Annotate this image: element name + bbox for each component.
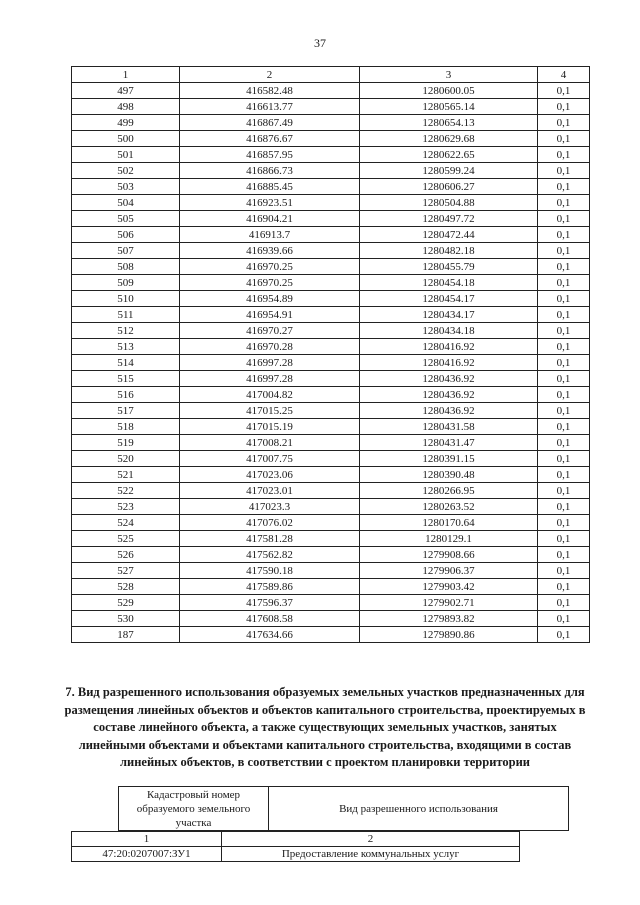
x-coordinate-cell: 416970.25 xyxy=(180,275,360,291)
cadastral-number-cell: 47:20:0207007:ЗУ1 xyxy=(72,847,222,862)
point-number-cell: 516 xyxy=(72,387,180,403)
y-coordinate-cell: 1280436.92 xyxy=(360,403,538,419)
y-coordinate-cell: 1280629.68 xyxy=(360,131,538,147)
table-row xyxy=(72,307,590,323)
accuracy-cell: 0,1 xyxy=(538,435,590,451)
point-number-cell: 506 xyxy=(72,227,180,243)
x-coordinate-cell: 417015.19 xyxy=(180,419,360,435)
table-row xyxy=(72,467,590,483)
accuracy-cell: 0,1 xyxy=(538,115,590,131)
point-number-cell: 525 xyxy=(72,531,180,547)
section-heading: 7. Вид разрешенного использования образуемых земельных участков предназначенных для размещения линейных объектов и объектов капитального строительства, проектируемых в составе линейного объекта, а также существующих земельных участков, занятых линейными объектами и объектами капитального строительства, входящими в состав линейных объектов, в соответствии с проектом планировки территории xyxy=(64,685,586,769)
point-number-cell: 510 xyxy=(72,291,180,307)
x-coordinate-cell: 416939.66 xyxy=(180,243,360,259)
y-coordinate-cell: 1280266.95 xyxy=(360,483,538,499)
x-coordinate-cell: 417076.02 xyxy=(180,515,360,531)
point-number-cell: 514 xyxy=(72,355,180,371)
x-coordinate-cell: 416857.95 xyxy=(180,147,360,163)
accuracy-cell: 0,1 xyxy=(538,403,590,419)
point-number-cell: 503 xyxy=(72,179,180,195)
accuracy-cell: 0,1 xyxy=(538,291,590,307)
x-coordinate-cell: 417007.75 xyxy=(180,451,360,467)
y-coordinate-cell: 1279903.42 xyxy=(360,579,538,595)
table-row xyxy=(72,531,590,547)
accuracy-cell: 0,1 xyxy=(538,131,590,147)
table-row xyxy=(72,131,590,147)
accuracy-cell: 0,1 xyxy=(538,467,590,483)
y-coordinate-cell: 1280654.13 xyxy=(360,115,538,131)
accuracy-cell: 0,1 xyxy=(538,307,590,323)
x-coordinate-cell: 417008.21 xyxy=(180,435,360,451)
point-number-cell: 507 xyxy=(72,243,180,259)
header-col-2: 2 xyxy=(180,67,360,83)
point-number-cell: 521 xyxy=(72,467,180,483)
header-permitted-use: Вид разрешенного использования xyxy=(269,787,569,831)
accuracy-cell: 0,1 xyxy=(538,579,590,595)
accuracy-cell: 0,1 xyxy=(538,387,590,403)
y-coordinate-cell: 1280416.92 xyxy=(360,355,538,371)
y-coordinate-cell: 1280431.47 xyxy=(360,435,538,451)
accuracy-cell: 0,1 xyxy=(538,483,590,499)
y-coordinate-cell: 1280434.18 xyxy=(360,323,538,339)
y-coordinate-cell: 1280504.88 xyxy=(360,195,538,211)
point-number-cell: 511 xyxy=(72,307,180,323)
y-coordinate-cell: 1279906.37 xyxy=(360,563,538,579)
x-coordinate-cell: 417608.58 xyxy=(180,611,360,627)
point-number-cell: 513 xyxy=(72,339,180,355)
x-coordinate-cell: 417589.86 xyxy=(180,579,360,595)
table-row xyxy=(72,419,590,435)
table-row xyxy=(72,291,590,307)
y-coordinate-cell: 1279902.71 xyxy=(360,595,538,611)
y-coordinate-cell: 1280263.52 xyxy=(360,499,538,515)
accuracy-cell: 0,1 xyxy=(538,547,590,563)
point-number-cell: 517 xyxy=(72,403,180,419)
table-row xyxy=(72,483,590,499)
x-coordinate-cell: 417562.82 xyxy=(180,547,360,563)
use-table-number-row xyxy=(72,832,520,847)
point-number-cell: 515 xyxy=(72,371,180,387)
accuracy-cell: 0,1 xyxy=(538,323,590,339)
point-number-cell: 500 xyxy=(72,131,180,147)
table-row xyxy=(72,195,590,211)
table-row xyxy=(72,595,590,611)
accuracy-cell: 0,1 xyxy=(538,531,590,547)
x-coordinate-cell: 416923.51 xyxy=(180,195,360,211)
table-row xyxy=(72,387,590,403)
point-number-cell: 530 xyxy=(72,611,180,627)
point-number-cell: 509 xyxy=(72,275,180,291)
table-header-row xyxy=(72,67,590,83)
table-row xyxy=(72,403,590,419)
table-row xyxy=(72,563,590,579)
table-row xyxy=(72,847,520,862)
point-number-cell: 505 xyxy=(72,211,180,227)
point-number-cell: 504 xyxy=(72,195,180,211)
point-number-cell: 526 xyxy=(72,547,180,563)
point-number-cell: 520 xyxy=(72,451,180,467)
point-number-cell: 528 xyxy=(72,579,180,595)
permitted-use-cell: Предоставление коммунальных услуг xyxy=(222,847,520,862)
point-number-cell: 522 xyxy=(72,483,180,499)
accuracy-cell: 0,1 xyxy=(538,451,590,467)
x-coordinate-cell: 416582.48 xyxy=(180,83,360,99)
table-row xyxy=(72,179,590,195)
y-coordinate-cell: 1280129.1 xyxy=(360,531,538,547)
table-row xyxy=(72,211,590,227)
y-coordinate-cell: 1280454.18 xyxy=(360,275,538,291)
table-row xyxy=(72,355,590,371)
accuracy-cell: 0,1 xyxy=(538,419,590,435)
header-col-1: 1 xyxy=(72,67,180,83)
x-coordinate-cell: 417015.25 xyxy=(180,403,360,419)
x-coordinate-cell: 417596.37 xyxy=(180,595,360,611)
accuracy-cell: 0,1 xyxy=(538,371,590,387)
y-coordinate-cell: 1280472.44 xyxy=(360,227,538,243)
x-coordinate-cell: 416954.89 xyxy=(180,291,360,307)
y-coordinate-cell: 1280599.24 xyxy=(360,163,538,179)
coordinates-table-body xyxy=(72,67,590,643)
use-table xyxy=(71,831,520,862)
y-coordinate-cell: 1280606.27 xyxy=(360,179,538,195)
use-table-header xyxy=(118,786,569,831)
x-coordinate-cell: 416970.27 xyxy=(180,323,360,339)
x-coordinate-cell: 416997.28 xyxy=(180,371,360,387)
x-coordinate-cell: 416904.21 xyxy=(180,211,360,227)
table-row xyxy=(72,339,590,355)
x-coordinate-cell: 416970.25 xyxy=(180,259,360,275)
x-coordinate-cell: 417004.82 xyxy=(180,387,360,403)
table-row xyxy=(72,227,590,243)
point-number-cell: 499 xyxy=(72,115,180,131)
accuracy-cell: 0,1 xyxy=(538,83,590,99)
y-coordinate-cell: 1279893.82 xyxy=(360,611,538,627)
y-coordinate-cell: 1280565.14 xyxy=(360,99,538,115)
table-row xyxy=(72,579,590,595)
x-coordinate-cell: 416867.49 xyxy=(180,115,360,131)
point-number-cell: 497 xyxy=(72,83,180,99)
x-coordinate-cell: 416866.73 xyxy=(180,163,360,179)
x-coordinate-cell: 416876.67 xyxy=(180,131,360,147)
page-number: 37 xyxy=(314,36,326,50)
accuracy-cell: 0,1 xyxy=(538,499,590,515)
accuracy-cell: 0,1 xyxy=(538,627,590,643)
x-coordinate-cell: 417023.3 xyxy=(180,499,360,515)
accuracy-cell: 0,1 xyxy=(538,259,590,275)
accuracy-cell: 0,1 xyxy=(538,163,590,179)
table-row xyxy=(72,611,590,627)
point-number-cell: 187 xyxy=(72,627,180,643)
point-number-cell: 518 xyxy=(72,419,180,435)
coordinates-table xyxy=(71,66,590,643)
x-coordinate-cell: 416954.91 xyxy=(180,307,360,323)
y-coordinate-cell: 1280391.15 xyxy=(360,451,538,467)
point-number-cell: 502 xyxy=(72,163,180,179)
accuracy-cell: 0,1 xyxy=(538,563,590,579)
accuracy-cell: 0,1 xyxy=(538,339,590,355)
use-num-col-1: 1 xyxy=(72,832,222,847)
accuracy-cell: 0,1 xyxy=(538,211,590,227)
accuracy-cell: 0,1 xyxy=(538,275,590,291)
y-coordinate-cell: 1280434.17 xyxy=(360,307,538,323)
y-coordinate-cell: 1280455.79 xyxy=(360,259,538,275)
accuracy-cell: 0,1 xyxy=(538,595,590,611)
point-number-cell: 501 xyxy=(72,147,180,163)
x-coordinate-cell: 416970.28 xyxy=(180,339,360,355)
x-coordinate-cell: 416913.7 xyxy=(180,227,360,243)
y-coordinate-cell: 1280436.92 xyxy=(360,387,538,403)
accuracy-cell: 0,1 xyxy=(538,227,590,243)
accuracy-cell: 0,1 xyxy=(538,179,590,195)
use-num-col-2: 2 xyxy=(222,832,520,847)
y-coordinate-cell: 1280454.17 xyxy=(360,291,538,307)
y-coordinate-cell: 1280170.64 xyxy=(360,515,538,531)
table-row xyxy=(72,451,590,467)
accuracy-cell: 0,1 xyxy=(538,243,590,259)
table-row xyxy=(72,371,590,387)
y-coordinate-cell: 1280390.48 xyxy=(360,467,538,483)
header-col-4: 4 xyxy=(538,67,590,83)
table-row xyxy=(72,515,590,531)
y-coordinate-cell: 1280497.72 xyxy=(360,211,538,227)
header-cadastral-number: Кадастровый номер образуемого земельного участка xyxy=(119,787,269,831)
accuracy-cell: 0,1 xyxy=(538,147,590,163)
point-number-cell: 529 xyxy=(72,595,180,611)
table-row xyxy=(72,627,590,643)
table-row xyxy=(72,499,590,515)
y-coordinate-cell: 1280600.05 xyxy=(360,83,538,99)
x-coordinate-cell: 416997.28 xyxy=(180,355,360,371)
accuracy-cell: 0,1 xyxy=(538,99,590,115)
accuracy-cell: 0,1 xyxy=(538,195,590,211)
table-row xyxy=(72,83,590,99)
y-coordinate-cell: 1280622.65 xyxy=(360,147,538,163)
y-coordinate-cell: 1280431.58 xyxy=(360,419,538,435)
accuracy-cell: 0,1 xyxy=(538,611,590,627)
x-coordinate-cell: 417590.18 xyxy=(180,563,360,579)
x-coordinate-cell: 416613.77 xyxy=(180,99,360,115)
table-row xyxy=(72,163,590,179)
table-row xyxy=(72,435,590,451)
point-number-cell: 524 xyxy=(72,515,180,531)
table-row xyxy=(72,259,590,275)
header-col-3: 3 xyxy=(360,67,538,83)
table-row xyxy=(72,275,590,291)
table-row xyxy=(72,243,590,259)
y-coordinate-cell: 1280482.18 xyxy=(360,243,538,259)
table-row xyxy=(72,323,590,339)
point-number-cell: 523 xyxy=(72,499,180,515)
x-coordinate-cell: 417581.28 xyxy=(180,531,360,547)
point-number-cell: 498 xyxy=(72,99,180,115)
y-coordinate-cell: 1280436.92 xyxy=(360,371,538,387)
table-row xyxy=(72,115,590,131)
y-coordinate-cell: 1280416.92 xyxy=(360,339,538,355)
table-row xyxy=(72,547,590,563)
point-number-cell: 508 xyxy=(72,259,180,275)
point-number-cell: 519 xyxy=(72,435,180,451)
accuracy-cell: 0,1 xyxy=(538,355,590,371)
table-row xyxy=(72,147,590,163)
point-number-cell: 512 xyxy=(72,323,180,339)
x-coordinate-cell: 417634.66 xyxy=(180,627,360,643)
point-number-cell: 527 xyxy=(72,563,180,579)
accuracy-cell: 0,1 xyxy=(538,515,590,531)
table-row xyxy=(72,99,590,115)
x-coordinate-cell: 417023.01 xyxy=(180,483,360,499)
x-coordinate-cell: 417023.06 xyxy=(180,467,360,483)
y-coordinate-cell: 1279908.66 xyxy=(360,547,538,563)
x-coordinate-cell: 416885.45 xyxy=(180,179,360,195)
y-coordinate-cell: 1279890.86 xyxy=(360,627,538,643)
